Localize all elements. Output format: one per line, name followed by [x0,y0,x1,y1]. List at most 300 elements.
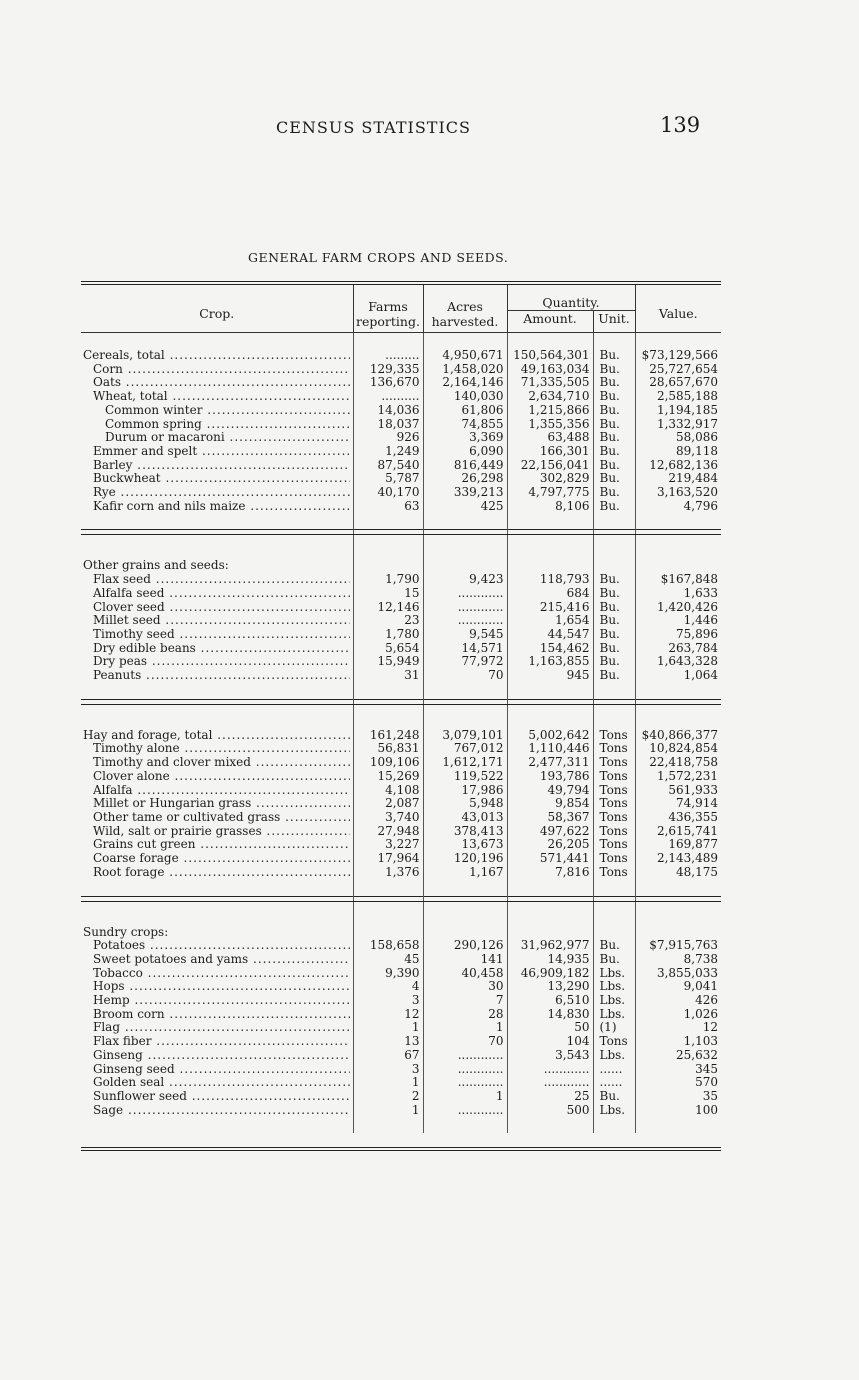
value-cell: 570 [635,1076,721,1090]
amount-cell: 1,215,866 [507,404,593,418]
acres-cell: 5,948 [423,797,507,811]
acres-cell: ............ [423,1063,507,1077]
unit-cell: Tons [593,784,635,798]
value-cell: 1,026 [635,1008,721,1022]
acres-cell: 425 [423,500,507,514]
farms-cell: .......... [353,390,423,404]
amount-cell: 302,829 [507,472,593,486]
table-row [81,825,721,839]
section-spacer [81,683,721,700]
value-cell: 25,632 [635,1049,721,1063]
value-cell: 58,086 [635,431,721,445]
amount-cell: 500 [507,1104,593,1118]
unit-cell: (1) [593,1021,635,1035]
farms-cell: 3 [353,994,423,1008]
unit-cell: Bu. [593,472,635,486]
farms-cell: 63 [353,500,423,514]
farms-cell: 14,036 [353,404,423,418]
unit-cell: Bu. [593,349,635,363]
value-cell: 35 [635,1090,721,1104]
farms-cell: 15,949 [353,655,423,669]
table-row [81,669,721,683]
table-row [81,628,721,642]
acres-cell: 120,196 [423,852,507,866]
column-header-crop: Crop. [199,306,235,321]
unit-cell: Tons [593,1035,635,1049]
acres-cell: ............ [423,614,507,628]
crop-name: Millet or Hungarian grass ..... [93,797,350,811]
farms-cell: 9,390 [353,967,423,981]
acres-cell: 816,449 [423,459,507,473]
amount-cell: 14,830 [507,1008,593,1022]
crop-name: Hemp ..... [93,994,350,1008]
farms-cell: 4 [353,980,423,994]
farms-cell: 12 [353,1008,423,1022]
acres-cell: 70 [423,1035,507,1049]
farms-cell: 67 [353,1049,423,1063]
unit-cell: Tons [593,811,635,825]
crop-name: Alfalfa seed ..... [93,587,350,601]
section-spacer [81,535,721,560]
amount-cell: 9,854 [507,797,593,811]
table-row [81,784,721,798]
table-row [81,349,721,363]
amount-cell: 497,622 [507,825,593,839]
section-spacer [81,901,721,926]
amount-cell: 5,002,642 [507,729,593,743]
crop-name: Timothy and clover mixed ..... [93,756,350,770]
table-row [81,939,721,953]
table-row [81,994,721,1008]
acres-cell: 30 [423,980,507,994]
acres-cell: 7 [423,994,507,1008]
table-row [81,797,721,811]
crop-name: Rye ..... [93,486,350,500]
crop-name: Ginseng seed ..... [93,1063,350,1077]
crop-name-cell [81,797,353,811]
crop-name-cell [81,1063,353,1077]
acres-cell: 1,612,171 [423,756,507,770]
value-cell: 426 [635,994,721,1008]
unit-cell: Bu. [593,404,635,418]
crop-name-cell [81,559,353,573]
amount-cell: 3,543 [507,1049,593,1063]
table-row [81,926,721,940]
farms-cell: 5,787 [353,472,423,486]
crop-name: Other grains and seeds: [83,559,229,573]
value-cell: 48,175 [635,866,721,880]
crop-name: Kafir corn and nils maize ..... [93,500,350,514]
farms-cell: ......... [353,349,423,363]
amount-cell: 63,488 [507,431,593,445]
crop-name-cell [81,1035,353,1049]
farms-cell: 1 [353,1104,423,1118]
value-cell: 219,484 [635,472,721,486]
farms-cell: 87,540 [353,459,423,473]
amount-cell: 58,367 [507,811,593,825]
table-row [81,363,721,377]
acres-cell: 77,972 [423,655,507,669]
farms-cell: 161,248 [353,729,423,743]
table-row [81,1104,721,1118]
amount-cell: 6,510 [507,994,593,1008]
crop-name: Sundry crops: [83,925,169,939]
table-row [81,1021,721,1035]
farms-cell: 1 [353,1021,423,1035]
crop-name: Golden seal ..... [93,1076,350,1090]
crop-name-cell [81,1090,353,1104]
unit-cell: Lbs. [593,1008,635,1022]
unit-cell: Lbs. [593,980,635,994]
crop-name: Timothy alone ..... [93,742,350,756]
table-row [81,376,721,390]
unit-cell: Bu. [593,376,635,390]
table-row [81,655,721,669]
crop-name: Barley ..... [93,459,350,473]
farms-cell: 45 [353,953,423,967]
acres-cell: 14,571 [423,642,507,656]
section-spacer [81,513,721,530]
unit-cell: ...... [593,1063,635,1077]
farms-cell: 3,227 [353,838,423,852]
value-cell: 436,355 [635,811,721,825]
column-header-unit: Unit. [593,311,635,333]
value-cell: 89,118 [635,445,721,459]
crop-name-cell [81,953,353,967]
table-row [81,980,721,994]
value-cell: 75,896 [635,628,721,642]
unit-cell: Bu. [593,459,635,473]
value-cell: $7,915,763 [635,939,721,953]
crop-name: Sweet potatoes and yams ..... [93,953,350,967]
value-cell: 2,585,188 [635,390,721,404]
value-cell: 2,615,741 [635,825,721,839]
acres-cell: 141 [423,953,507,967]
table-row [81,1090,721,1104]
crop-name: Sage ..... [93,1104,350,1118]
section-spacer [81,333,721,350]
unit-cell [593,559,635,573]
amount-cell: 44,547 [507,628,593,642]
crop-name-cell [81,642,353,656]
value-cell: 4,796 [635,500,721,514]
table-row [81,953,721,967]
crop-name: Potatoes ..... [93,939,350,953]
table-row [81,1049,721,1063]
farms-cell: 2,087 [353,797,423,811]
table-row [81,770,721,784]
crop-name-cell [81,770,353,784]
crop-name: Corn ..... [93,363,350,377]
amount-cell: 71,335,505 [507,376,593,390]
unit-cell: Bu. [593,573,635,587]
crop-name: Hay and forage, total ..... [83,729,350,743]
acres-cell: 378,413 [423,825,507,839]
crop-name-cell [81,573,353,587]
acres-cell: 17,986 [423,784,507,798]
farms-cell: 27,948 [353,825,423,839]
table-row [81,1035,721,1049]
crop-name-cell [81,852,353,866]
amount-cell: 150,564,301 [507,349,593,363]
unit-cell: Bu. [593,486,635,500]
value-cell: 1,064 [635,669,721,683]
farms-cell: 12,146 [353,601,423,615]
table-title: GENERAL FARM CROPS AND SEEDS. [248,250,509,265]
crop-name-cell [81,742,353,756]
crop-name-cell [81,459,353,473]
crop-name: Other tame or cultivated grass ..... [93,811,350,825]
farms-cell: 13 [353,1035,423,1049]
amount-cell: 215,416 [507,601,593,615]
unit-cell: Bu. [593,601,635,615]
value-cell: 9,041 [635,980,721,994]
crop-name-cell [81,404,353,418]
acres-cell: 1,458,020 [423,363,507,377]
farms-cell [353,926,423,940]
crop-name: Buckwheat ..... [93,472,350,486]
unit-cell: Bu. [593,445,635,459]
crop-name-cell [81,628,353,642]
value-cell: 1,103 [635,1035,721,1049]
table-row [81,1063,721,1077]
farms-cell: 129,335 [353,363,423,377]
farms-cell: 3 [353,1063,423,1077]
amount-cell: 14,935 [507,953,593,967]
amount-cell: 13,290 [507,980,593,994]
crop-name-cell [81,363,353,377]
unit-cell: Tons [593,742,635,756]
acres-cell: 1 [423,1090,507,1104]
value-cell: 169,877 [635,838,721,852]
acres-cell: ............ [423,601,507,615]
table-row [81,445,721,459]
running-head [0,113,859,143]
value-cell: 3,855,033 [635,967,721,981]
crop-name-cell [81,601,353,615]
crop-name-cell [81,756,353,770]
value-cell: $40,866,377 [635,729,721,743]
acres-cell [423,926,507,940]
value-cell: 345 [635,1063,721,1077]
unit-cell: Bu. [593,500,635,514]
unit-cell: Bu. [593,418,635,432]
acres-cell: 3,079,101 [423,729,507,743]
value-cell: 28,657,670 [635,376,721,390]
value-cell: 10,824,854 [635,742,721,756]
amount-cell: 1,355,356 [507,418,593,432]
crop-name-cell [81,669,353,683]
acres-cell: 339,213 [423,486,507,500]
crop-name: Flax fiber ..... [93,1035,350,1049]
table-row [81,838,721,852]
acres-cell: 9,423 [423,573,507,587]
crop-name: Alfalfa ..... [93,784,350,798]
unit-cell: Lbs. [593,994,635,1008]
crop-name-cell [81,729,353,743]
acres-cell: 40,458 [423,967,507,981]
acres-cell: 43,013 [423,811,507,825]
acres-cell: 1 [423,1021,507,1035]
crop-name: Coarse forage ..... [93,852,350,866]
unit-cell: Bu. [593,939,635,953]
amount-cell: 49,163,034 [507,363,593,377]
unit-cell: ...... [593,1076,635,1090]
value-cell: 74,914 [635,797,721,811]
unit-cell: Tons [593,852,635,866]
column-header-farms: Farms reporting. [353,285,423,333]
unit-cell: Lbs. [593,1049,635,1063]
value-cell: 1,572,231 [635,770,721,784]
value-cell: 1,420,426 [635,601,721,615]
table-row [81,390,721,404]
unit-cell: Tons [593,866,635,880]
amount-cell: 50 [507,1021,593,1035]
unit-cell: Bu. [593,1090,635,1104]
crop-name-cell [81,1049,353,1063]
unit-cell: Lbs. [593,1104,635,1118]
crop-name: Tobacco ..... [93,967,350,981]
crop-name-cell [81,472,353,486]
amount-cell: 7,816 [507,866,593,880]
acres-cell: ............ [423,587,507,601]
amount-cell: 46,909,182 [507,967,593,981]
acres-cell: 61,806 [423,404,507,418]
acres-cell: 2,164,146 [423,376,507,390]
farms-cell: 136,670 [353,376,423,390]
acres-cell: 70 [423,669,507,683]
crop-name-cell [81,376,353,390]
farms-cell: 15,269 [353,770,423,784]
value-cell: 263,784 [635,642,721,656]
bottom-rule [81,1147,721,1151]
crop-name: Dry edible beans ..... [93,642,350,656]
farms-cell: 1,376 [353,866,423,880]
crop-name: Cereals, total ..... [83,349,350,363]
table-row [81,642,721,656]
table-row [81,1008,721,1022]
table-body [81,333,721,1134]
crop-name: Durum or macaroni ..... [105,431,350,445]
crop-name-cell [81,980,353,994]
crop-name-cell [81,967,353,981]
acres-cell: 74,855 [423,418,507,432]
crop-name: Oats ..... [93,376,350,390]
value-cell [635,559,721,573]
unit-cell: Bu. [593,587,635,601]
amount-cell: 118,793 [507,573,593,587]
crop-name: Flag ..... [93,1021,350,1035]
value-cell [635,926,721,940]
crop-name-cell [81,784,353,798]
table-row [81,418,721,432]
unit-cell: Bu. [593,363,635,377]
table-row [81,431,721,445]
amount-cell: 154,462 [507,642,593,656]
table-row [81,614,721,628]
value-cell: 12 [635,1021,721,1035]
farms-cell: 18,037 [353,418,423,432]
amount-cell: 1,654 [507,614,593,628]
acres-cell: 26,298 [423,472,507,486]
crop-name: Root forage ..... [93,866,350,880]
unit-cell: Bu. [593,642,635,656]
page-number: 139 [660,113,701,137]
crops-table-container [81,281,721,1151]
amount-cell: 31,962,977 [507,939,593,953]
farms-cell: 1,790 [353,573,423,587]
section-spacer [81,1117,721,1133]
acres-cell: 1,167 [423,866,507,880]
section-spacer [81,704,721,729]
value-cell: $73,129,566 [635,349,721,363]
table-row [81,573,721,587]
crop-name: Common winter ..... [105,404,350,418]
table-row [81,729,721,743]
farms-cell: 926 [353,431,423,445]
farms-cell: 109,106 [353,756,423,770]
value-cell: 25,727,654 [635,363,721,377]
table-row [81,486,721,500]
amount-cell: 2,634,710 [507,390,593,404]
amount-cell: 945 [507,669,593,683]
crop-name: Emmer and spelt ..... [93,445,350,459]
crop-name: Broom corn ..... [93,1008,350,1022]
unit-cell: Bu. [593,953,635,967]
acres-cell: 9,545 [423,628,507,642]
unit-cell: Bu. [593,390,635,404]
crop-name: Grains cut green ..... [93,838,350,852]
amount-cell: 8,106 [507,500,593,514]
farms-cell: 56,831 [353,742,423,756]
column-header-value: Value. [635,285,721,333]
unit-cell: Bu. [593,431,635,445]
amount-cell: 166,301 [507,445,593,459]
crop-name-cell [81,655,353,669]
farms-cell: 40,170 [353,486,423,500]
crop-name-cell [81,1104,353,1118]
unit-cell: Tons [593,756,635,770]
amount-cell: 2,477,311 [507,756,593,770]
table-row [81,472,721,486]
amount-cell: 1,110,446 [507,742,593,756]
crop-name-cell [81,390,353,404]
table-row [81,500,721,514]
unit-cell: Bu. [593,655,635,669]
unit-cell: Tons [593,838,635,852]
acres-cell: 4,950,671 [423,349,507,363]
crop-name: Ginseng ..... [93,1049,350,1063]
acres-cell: 3,369 [423,431,507,445]
farms-cell: 158,658 [353,939,423,953]
farms-cell: 17,964 [353,852,423,866]
acres-cell [423,559,507,573]
acres-cell: 28 [423,1008,507,1022]
unit-cell: Bu. [593,614,635,628]
value-cell: 1,643,328 [635,655,721,669]
value-cell: 2,143,489 [635,852,721,866]
value-cell: 1,633 [635,587,721,601]
amount-cell: 1,163,855 [507,655,593,669]
column-header-amount: Amount. [507,311,593,333]
section-spacer [81,880,721,897]
column-header-acres: Acres harvested. [423,285,507,333]
value-cell: 8,738 [635,953,721,967]
farms-cell: 1,249 [353,445,423,459]
acres-cell: 767,012 [423,742,507,756]
unit-cell: Tons [593,729,635,743]
crop-name-cell [81,587,353,601]
